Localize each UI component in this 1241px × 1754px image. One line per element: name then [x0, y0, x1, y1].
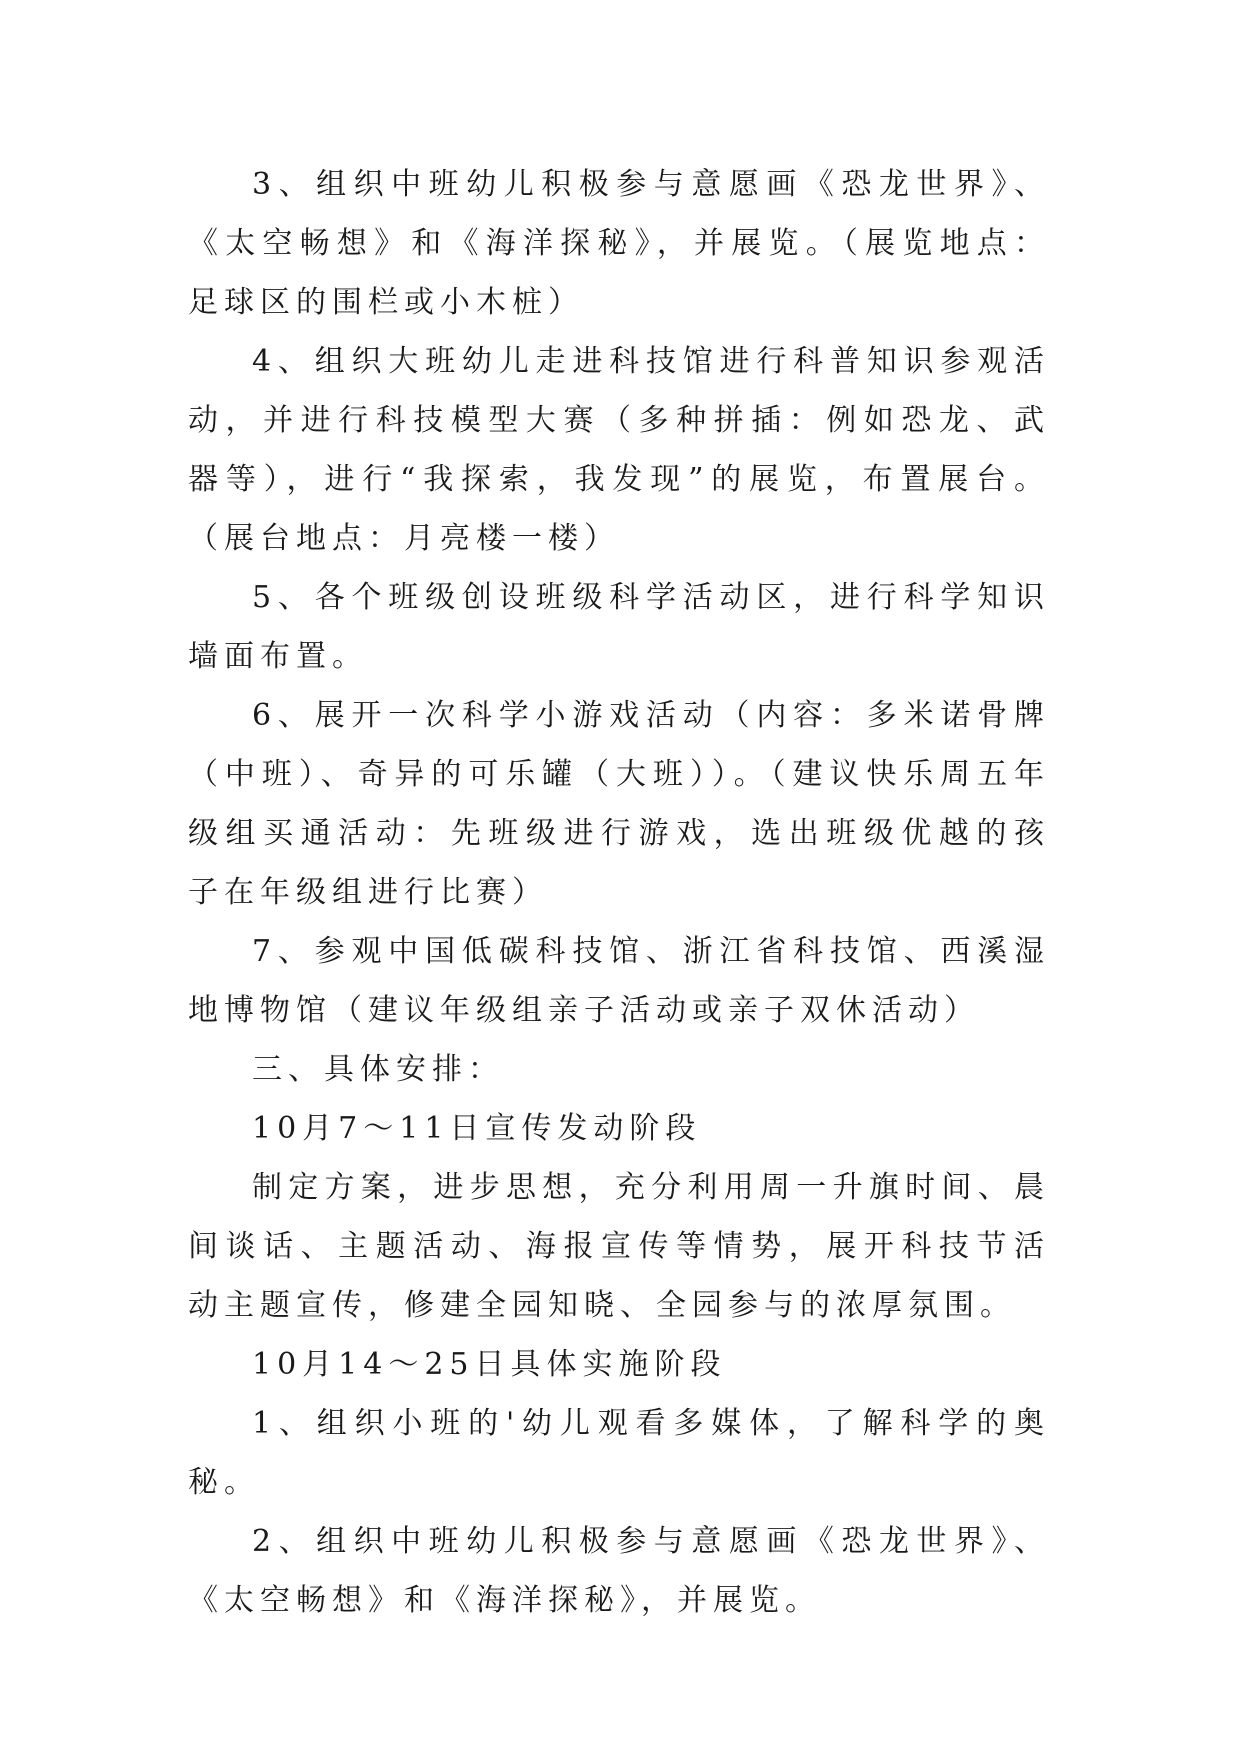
section-heading-arrangement: 三、具体安排：: [252, 1052, 504, 1087]
paragraph-item-6-science-game: 6、展开一次科学小游戏活动（内容：多米诺骨牌（中班）、奇异的可乐罐（大班））。（建议快乐周五年级组买通活动：先班级进行游戏，选出班级优越的孩子在年级组进行比赛）: [188, 698, 1050, 910]
phase-heading-publicity: 10月7～11日宣传发动阶段: [252, 1111, 702, 1146]
paragraph-item-4-science-museum-visit: 4、组织大班幼儿走进科技馆进行科普知识参观活动，并进行科技模型大赛（多种拼插：例如恐龙、武器等），进行“我探索，我发现”的展览，布置展台。（展台地点：月亮楼一楼）: [188, 344, 1050, 556]
paragraph-item-2-drawing-exhibition: 2、组织中班幼儿积极参与意愿画《恐龙世界》、《太空畅想》和《海洋探秘》，并展览。: [188, 1524, 1050, 1618]
paragraph-item-1-multimedia: 1、组织小班的'幼儿观看多媒体，了解科学的奥秘。: [188, 1406, 1050, 1500]
paragraph-item-7-museum-visits: 7、参观中国低碳科技馆、浙江省科技馆、西溪湿地博物馆（建议年级组亲子活动或亲子双休活动）: [188, 934, 1050, 1028]
paragraph-item-3-drawing-exhibition: 3、组织中班幼儿积极参与意愿画《恐龙世界》、《太空畅想》和《海洋探秘》，并展览。（展览地点：足球区的围栏或小木桩）: [188, 167, 1050, 320]
document-body: [188, 155, 1050, 1630]
phase-heading-implementation: 10月14～25日具体实施阶段: [252, 1347, 727, 1382]
paragraph-publicity-details: 制定方案，进步思想，充分利用周一升旗时间、晨间谈话、主题活动、海报宣传等情势，展开科技节活动主题宣传，修建全园知晓、全园参与的浓厚氛围。: [188, 1170, 1050, 1323]
paragraph-item-5-science-activity-area: 5、各个班级创设班级科学活动区，进行科学知识墙面布置。: [188, 580, 1050, 674]
